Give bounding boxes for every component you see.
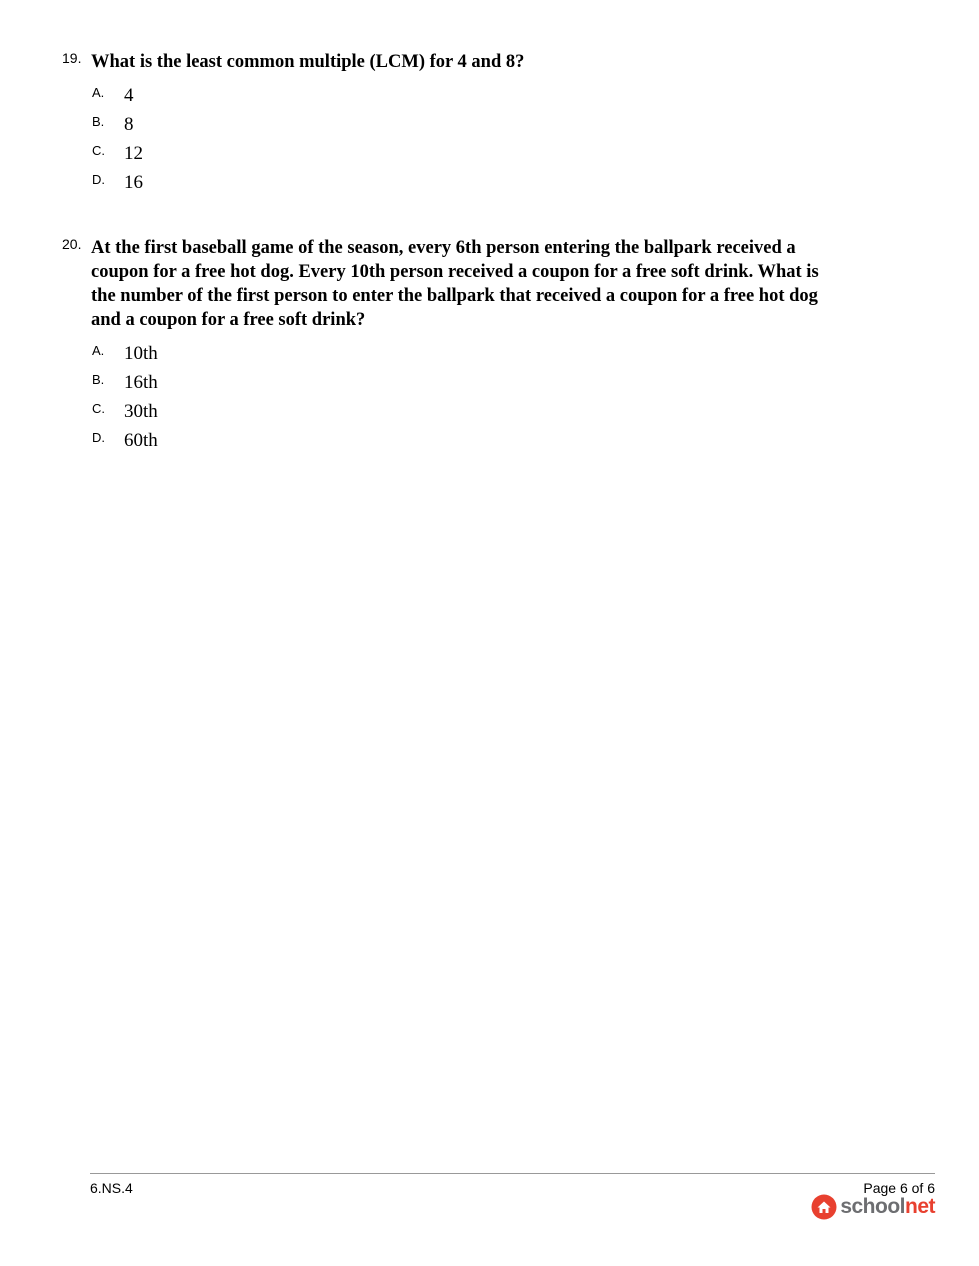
choice-c[interactable] (92, 400, 822, 429)
choice-text: 10th (124, 343, 158, 364)
choice-text: 8 (124, 114, 134, 135)
question-number: 20. (62, 236, 82, 252)
question-text: What is the least common multiple (LCM) for 4 and 8? (91, 52, 525, 72)
choice-letter: B. (92, 114, 105, 129)
choice-a[interactable] (92, 84, 822, 113)
choice-letter: D. (92, 172, 105, 187)
choice-letter: D. (92, 430, 105, 445)
choice-b[interactable] (92, 371, 822, 400)
schoolnet-logo (811, 1194, 935, 1220)
question-19 (62, 50, 822, 200)
choice-a[interactable] (92, 342, 822, 371)
house-icon (811, 1194, 837, 1220)
footer-divider (90, 1173, 935, 1174)
choice-text: 60th (124, 430, 158, 451)
question-text: At the first baseball game of the season, every 6th person entering the ballpark received a coupon for a free hot dog. Every 10th person received a coupon for a free soft drink. What is the number of the first person to enter the ballpark that received a coupon for a free hot dog and a coupon for a free soft drink? (91, 238, 819, 330)
choice-letter: A. (92, 85, 105, 100)
choice-text: 12 (124, 143, 143, 164)
choice-c[interactable] (92, 142, 822, 171)
choice-letter: A. (92, 343, 105, 358)
choice-text: 4 (124, 85, 134, 106)
choice-letter: C. (92, 143, 105, 158)
choice-letter: B. (92, 372, 105, 387)
answer-choices (92, 84, 822, 200)
choice-text: 30th (124, 401, 158, 422)
logo-net: net (905, 1195, 935, 1218)
choice-letter: C. (92, 401, 105, 416)
question-20 (62, 236, 822, 458)
choice-text: 16th (124, 372, 158, 393)
choice-d[interactable] (92, 171, 822, 200)
question-number: 19. (62, 50, 82, 66)
logo-school: school (840, 1195, 905, 1218)
choice-d[interactable] (92, 429, 822, 458)
choice-text: 16 (124, 172, 143, 193)
choice-b[interactable] (92, 113, 822, 142)
footer-standard: 6.NS.4 (90, 1180, 133, 1196)
answer-choices (92, 342, 822, 458)
footer-page-number: Page 6 of 6 (863, 1180, 935, 1196)
logo-wordmark (840, 1195, 935, 1219)
